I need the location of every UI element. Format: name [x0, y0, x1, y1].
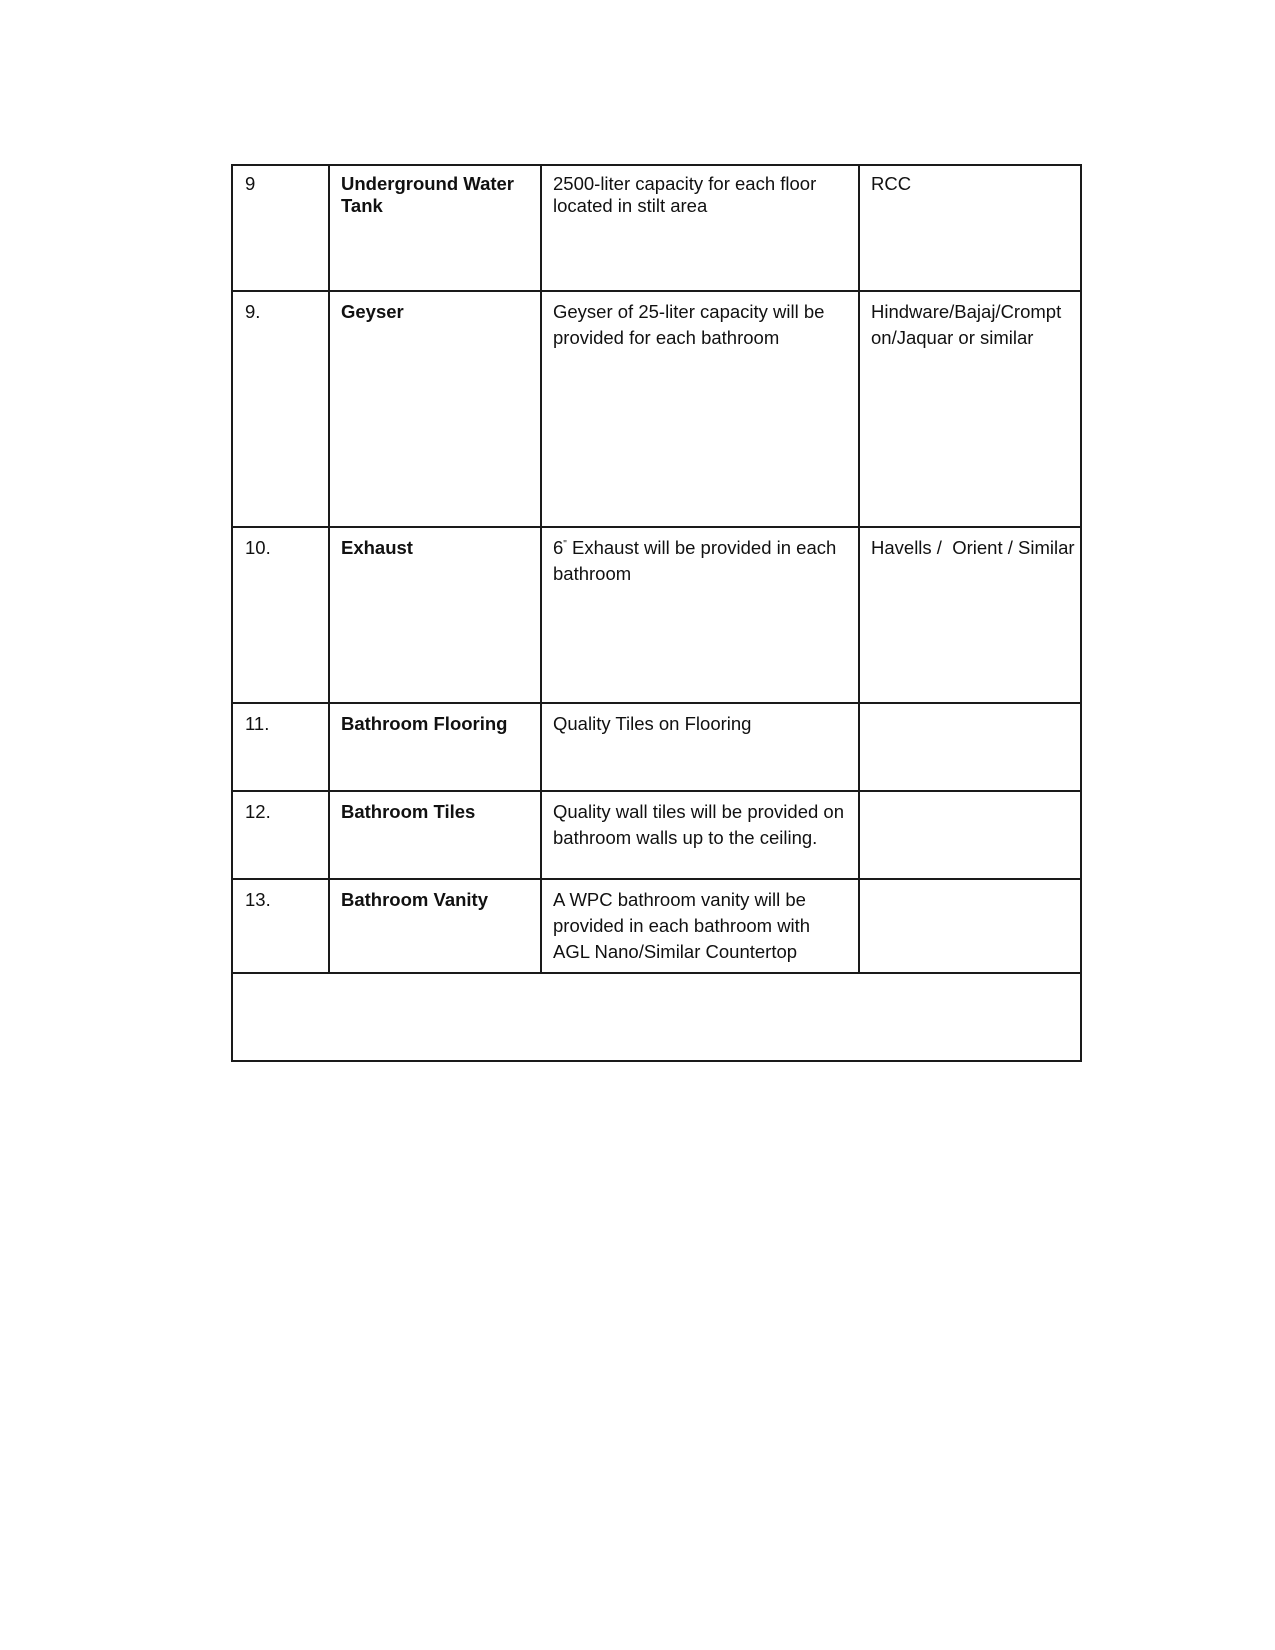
item-brand: [859, 291, 1081, 527]
item-brand: [859, 703, 1081, 791]
item-description: A WPC bathroom vanity will be provided in each bathroom with AGL Nano/Similar Countertop: [541, 879, 859, 973]
row-number: 10.: [232, 527, 329, 703]
item-name: Underground Water Tank: [329, 165, 541, 291]
item-brand: Havells / Orient / Similar: [859, 527, 1081, 703]
row-number: 9: [232, 165, 329, 291]
item-description: Quality wall tiles will be provided on bathroom walls up to the ceiling.: [541, 791, 859, 879]
specification-table: [231, 164, 1082, 1062]
table-row: [232, 879, 1081, 973]
item-description: [541, 527, 859, 703]
item-name: Exhaust: [329, 527, 541, 703]
brand-text: Hindware/Bajaj/Crompton/Jaquar or similar: [871, 301, 1062, 348]
inch-mark: ": [563, 538, 567, 550]
row-number: 13.: [232, 879, 329, 973]
item-name: Bathroom Vanity: [329, 879, 541, 973]
item-name: Bathroom Tiles: [329, 791, 541, 879]
table-row: [232, 165, 1081, 291]
item-description: 2500-liter capacity for each floor located in stilt area: [541, 165, 859, 291]
table-footer-row: [232, 973, 1081, 1061]
item-brand: [859, 879, 1081, 973]
item-description: Geyser of 25-liter capacity will be provided for each bathroom: [541, 291, 859, 527]
row-number: 9.: [232, 291, 329, 527]
item-name: Geyser: [329, 291, 541, 527]
row-number: 11.: [232, 703, 329, 791]
exhaust-description: Exhaust will be provided in each bathroom: [553, 537, 837, 584]
table-row: [232, 291, 1081, 527]
table-row: [232, 791, 1081, 879]
table-row: [232, 527, 1081, 703]
item-name: Bathroom Flooring: [329, 703, 541, 791]
row-number: 12.: [232, 791, 329, 879]
exhaust-size: 6: [553, 537, 564, 558]
item-description: Quality Tiles on Flooring: [541, 703, 859, 791]
item-brand: [859, 791, 1081, 879]
item-brand: RCC: [859, 165, 1081, 291]
table-row: [232, 703, 1081, 791]
empty-footer-cell: [232, 973, 1081, 1061]
